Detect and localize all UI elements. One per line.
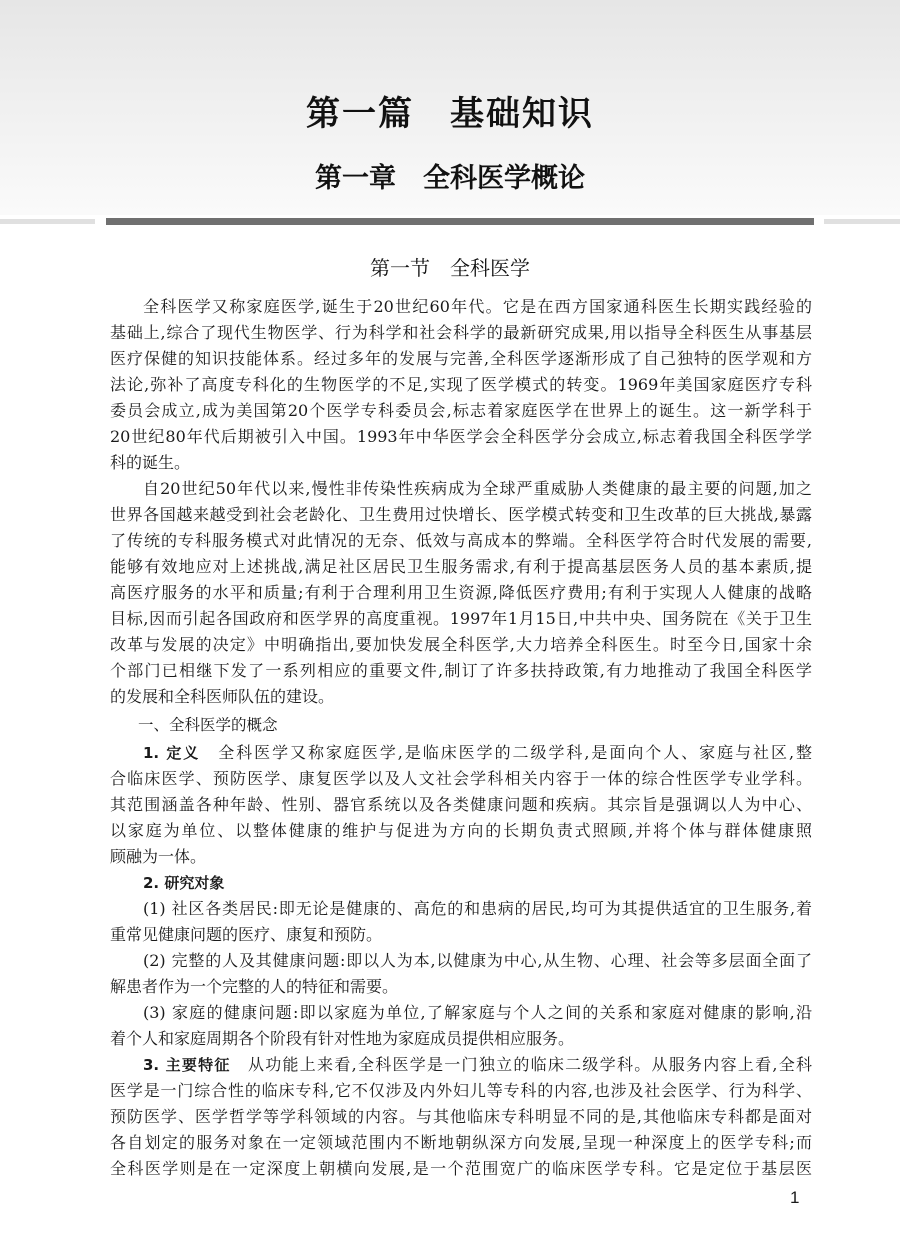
item-label: 3. 主要特征	[143, 1056, 231, 1074]
page-number: 1	[790, 1188, 800, 1207]
research-item-line: 着个人和家庭周期各个阶段有针对性地为家庭成员提供相应服务。	[110, 1029, 575, 1048]
line-text: 全科医学又称家庭医学,是临床医学的二级学科,是面向个人、家庭与社区,整	[218, 743, 812, 762]
divider-left	[0, 219, 95, 224]
section-title: 第一节 全科医学	[370, 256, 530, 280]
features-line: 全科医学则是在一定深度上朝横向发展,是一个范围宽广的临床医学专科。它是定位于基层医	[110, 1159, 812, 1178]
paragraph-line: 全科医学又称家庭医学,诞生于20世纪60年代。它是在西方国家通科医生长期实践经验的	[143, 297, 812, 316]
paragraph-line: 的发展和全科医师队伍的建设。	[110, 687, 335, 706]
features-line: 预防医学、医学哲学等学科领域的内容。与其他临床专科明显不同的是,其他临床专科都是面对	[110, 1107, 812, 1126]
item-label: 2. 研究对象	[143, 874, 225, 892]
paragraph-line: 基础上,综合了现代生物医学、行为科学和社会科学的最新研究成果,用以指导全科医生从事基层	[110, 323, 812, 342]
divider-right	[824, 219, 900, 224]
heading-concept: 一、全科医学的概念	[138, 716, 278, 734]
divider	[106, 218, 814, 225]
paragraph-line: 个部门已相继下发了一系列相应的重要文件,制订了许多扶持政策,有力地推动了我国全科医学	[110, 661, 812, 680]
definition-line: 顾融为一体。	[110, 847, 207, 866]
research-item-line: (1) 社区各类居民:即无论是健康的、高危的和患病的居民,均可为其提供适宜的卫生服务,着	[143, 899, 812, 918]
definition-line: 其范围涵盖各种年龄、性别、器官系统以及各类健康问题和疾病。其宗旨是强调以人为中心、	[110, 795, 812, 814]
definition-line	[110, 740, 812, 766]
paragraph-line: 委员会成立,成为美国第20个医学专科委员会,标志着家庭医学在世界上的诞生。这一新学科于	[110, 401, 812, 420]
features-line: 各自划定的服务对象在一定领域范围内不断地朝纵深方向发展,呈现一种深度上的医学专科;而	[110, 1133, 812, 1152]
paragraph-line: 医疗保健的知识技能体系。经过多年的发展与完善,全科医学逐渐形成了自己独特的医学观和方	[110, 349, 812, 368]
paragraph-line: 世界各国越来越受到社会老龄化、卫生费用过快增长、医学模式转变和卫生改革的巨大挑战,暴露	[110, 505, 812, 524]
line-text: 从功能上来看,全科医学是一门独立的临床二级学科。从服务内容上看,全科	[247, 1055, 812, 1074]
features-line	[110, 1052, 812, 1078]
paragraph-line: 法论,弥补了高度专科化的生物医学的不足,实现了医学模式的转变。1969年美国家庭医疗专科	[110, 375, 812, 394]
features-line: 医学是一门综合性的临床专科,它不仅涉及内外妇儿等专科的内容,也涉及社会医学、行为科学、	[110, 1081, 812, 1100]
definition-line: 以家庭为单位、以整体健康的维护与促进为方向的长期负责式照顾,并将个体与群体健康照	[110, 821, 812, 840]
part-title: 第一篇 基础知识	[306, 94, 594, 134]
research-heading	[110, 870, 812, 896]
definition-line: 合临床医学、预防医学、康复医学以及人文社会学科相关内容于一体的综合性医学专业学科。	[110, 769, 812, 788]
chapter-title: 第一章 全科医学概论	[315, 163, 585, 194]
paragraph-line: 能够有效地应对上述挑战,满足社区居民卫生服务需求,有利于提高基层医务人员的基本素质,提	[110, 557, 812, 576]
item-label: 1. 定义	[143, 744, 201, 762]
paragraph-line: 目标,因而引起各国政府和医学界的高度重视。1997年1月15日,中共中央、国务院在《关于卫生	[110, 609, 812, 628]
research-item-line: 解患者作为一个完整的人的特征和需要。	[110, 977, 399, 996]
paragraph-line: 改革与发展的决定》中明确指出,要加快发展全科医学,大力培养全科医生。时至今日,国家十余	[110, 635, 812, 654]
paragraph-line: 了传统的专科服务模式对此情况的无奈、低效与高成本的弊端。全科医学符合时代发展的需要,	[110, 531, 812, 550]
paragraph-line: 20世纪80年代后期被引入中国。1993年中华医学会全科医学分会成立,标志着我国全科医学学	[110, 427, 812, 446]
body-text	[110, 294, 812, 1182]
paragraph-line: 高医疗服务的水平和质量;有利于合理利用卫生资源,降低医疗费用;有利于实现人人健康的战略	[110, 583, 812, 602]
research-item-line: (3) 家庭的健康问题:即以家庭为单位,了解家庭与个人之间的关系和家庭对健康的影响,沿	[143, 1003, 812, 1022]
research-item-line: 重常见健康问题的医疗、康复和预防。	[110, 925, 383, 944]
paragraph-line: 科的诞生。	[110, 453, 191, 472]
research-item-line: (2) 完整的人及其健康问题:即以人为本,以健康为中心,从生物、心理、社会等多层面全面了	[143, 951, 812, 970]
paragraph-line: 自20世纪50年代以来,慢性非传染性疾病成为全球严重威胁人类健康的最主要的问题,加之	[143, 479, 812, 498]
